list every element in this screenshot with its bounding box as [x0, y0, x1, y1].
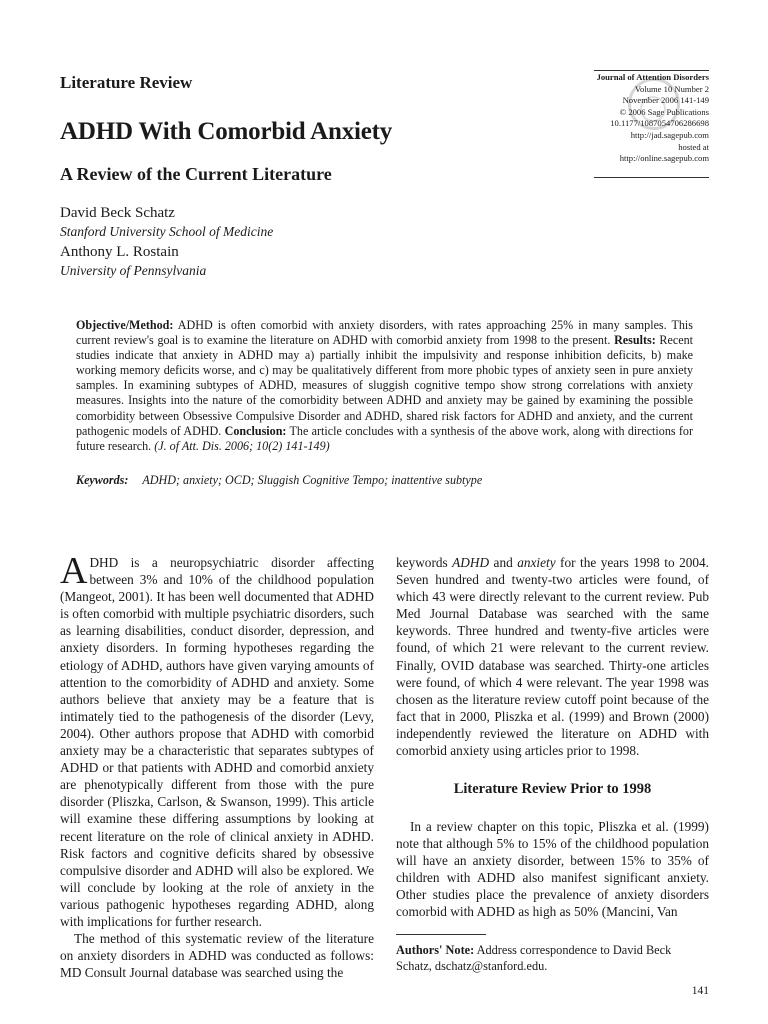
body-text: and: [489, 555, 518, 570]
keywords-text: ADHD; anxiety; OCD; Sluggish Cognitive Tempo; inattentive subtype: [142, 473, 483, 487]
page-number: 141: [691, 985, 709, 997]
abstract-citation: (J. of Att. Dis. 2006; 10(2) 141-149): [154, 438, 330, 453]
journal-info-line: © 2006 Sage Publications: [619, 106, 709, 117]
drop-cap: A: [60, 550, 88, 592]
abstract-objective-label: Objective/Method:: [76, 318, 174, 332]
body-paragraph: In a review chapter on this topic, Pliszka et al. (1999) note that although 5% to 15% of the childhood population will have an anxiety disorder, between 15% to 35% of children with ADHD also manifest significant anxiety. Other studies place the prevalence of anxiety disorders comorbid with ADHD as high as 50% (Mancini, Van: [396, 819, 709, 920]
abstract-results-text: Recent studies indicate that anxiety in ADHD may a) partially inhibit the impulsivity and response inhibition deficits, b) make working memory deficits worse, and c) may be qualitatively different from more phobic types of anxiety seen in pure anxiety samples. In examining subtypes of ADHD, measures of sluggish cognitive tempo show strong correlations with anxiety measures. Insights into the nature of the comorbidity between ADHD and anxiety may be gained by examining the possible comorbidity between Obsessive Compulsive Disorder and ADHD, shared risk factors for ADHD and anxiety, and the current pathogenic models of ADHD.: [76, 333, 694, 438]
author-name-1: David Beck Schatz: [60, 205, 175, 221]
keyword-emphasis: ADHD: [452, 555, 490, 570]
body-paragraph: for the years 1998 to 2004. Seven hundred and twenty-two articles were found, of which 43 were directly relevant to the current review. Pub Med Journal Database was searched with the same keywords. Three hundred and twenty-five articles were found, of which 21 were relevant to the current review. Finally, OVID database was searched. Thirty-one articles were found, of which 4 were relevant. The year 1998 was chosen as the literature review cutoff point because of the fact that in 2000, Pliszka et al. (1999) and Brown (2000) independently reviewed the literature on ADHD with comorbid anxiety using articles prior to 1998.: [396, 555, 709, 759]
journal-info-line: 10.1177/1087054706286698: [610, 118, 709, 129]
journal-info-line: hosted at: [678, 141, 709, 152]
authors-note-label: Authors' Note:: [396, 943, 475, 957]
keyword-emphasis: anxiety: [517, 555, 556, 570]
journal-info: [594, 72, 709, 165]
authors-note: [396, 942, 709, 974]
abstract-conclusion-text: The article concludes with a synthesis of the above work, along with directions for future research.: [76, 423, 693, 453]
abstract-results-label: Results:: [614, 333, 656, 348]
keywords-label: Keywords:: [76, 473, 129, 487]
article-subtitle: A Review of the Current Literature: [60, 164, 332, 184]
body-paragraph: The method of this systematic review of the literature on anxiety disorders in ADHD was conducted as follows: MD Consult Journal database was searched using the: [60, 931, 374, 981]
journal-info-line: http://online.sagepub.com: [619, 153, 709, 164]
body-paragraph: DHD is a neuropsychiatric disorder affecting between 3% and 10% of the childhood population (Mangeot, 2001). It has been well documented that ADHD is often comorbid with multiple psychiatric disorders, such as learning disabilities, conduct disorder, depression, and anxiety disorders. In forming hypotheses regarding the etiology of ADHD, authors have given varying amounts of attention to the comorbidity of ADHD and anxiety. Some authors believe that anxiety may be a feature that is intimately tied to the pathogenesis of the disorder (Levy, 2004). Other authors propose that ADHD with comorbid anxiety may be a characteristic that separates subtypes of ADHD or that patients with ADHD and comorbid anxiety are phenotypically different from those with the pure disorder (Pliszka, Carlson, & Swanson, 1999). This article will examine these differing assumptions by looking at recent literature on the role of clinical anxiety in ADHD. Risk factors and cognitive deficits shared by obsessive compulsive disorder and ADHD will also be explored. We will conclude by looking at the role of anxiety in the various pathogenic hypotheses regarding ADHD, along with implications for further research.: [60, 555, 374, 929]
body-column-right: [396, 554, 709, 759]
journal-info-bottom-rule: [594, 177, 709, 178]
body-column-left: [60, 550, 374, 981]
body-text: keywords: [396, 555, 453, 570]
section-heading: Literature Review Prior to 1998: [453, 781, 652, 797]
author-name-2: Anthony L. Rostain: [60, 244, 179, 260]
journal-info-line: Volume 10 Number 2: [634, 83, 709, 94]
journal-info-top-rule: [594, 70, 709, 71]
journal-info-line: November 2006 141-149: [622, 95, 709, 106]
article-title: ADHD With Comorbid Anxiety: [60, 118, 393, 145]
journal-info-line: http://jad.sagepub.com: [630, 129, 709, 140]
author-affiliation-2: University of Pennsylvania: [60, 263, 207, 278]
keywords: [76, 473, 693, 488]
abstract-conclusion-label: Conclusion:: [224, 423, 287, 438]
abstract: [76, 318, 693, 454]
body-column-right-lower: [396, 818, 709, 921]
abstract-objective-text: ADHD is often comorbid with anxiety disorders, with rates approaching 25% in many samples. This current review's goal is to examine the literature on ADHD with comorbid anxiety from 1998 to the present.: [76, 318, 693, 348]
authors-note-text: Address correspondence to David Beck Schatz, dschatz@stanford.edu.: [396, 943, 672, 973]
journal-name: Journal of Attention Disorders: [596, 72, 709, 82]
author-affiliation-1: Stanford University School of Medicine: [60, 224, 274, 239]
footnote-rule: [396, 934, 486, 935]
section-label: Literature Review: [60, 73, 193, 92]
